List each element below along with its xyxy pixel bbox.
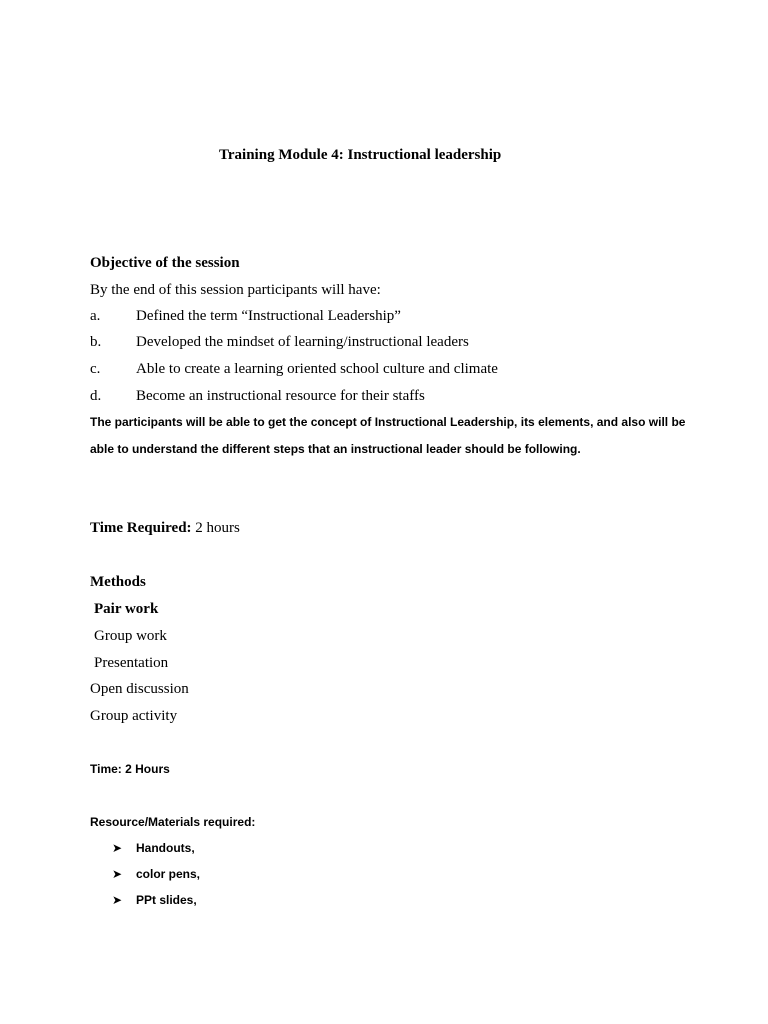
- resource-item-text: color pens,: [136, 867, 201, 881]
- resource-item-text: PPt slides,: [136, 893, 197, 907]
- arrowhead-bullet-icon: ➤: [112, 867, 123, 881]
- objective-item-letter: d.: [90, 388, 102, 404]
- methods-item: Group work: [94, 628, 167, 644]
- methods-item: Presentation: [94, 655, 169, 671]
- objective-item-text: Developed the mindset of learning/instructional leaders: [136, 334, 469, 350]
- objective-summary-line: The participants will be able to get the concept of Instructional Leadership, its elements, and also will be: [90, 415, 686, 429]
- objective-summary-line: able to understand the different steps that an instructional leader should be following.: [90, 442, 581, 456]
- resource-item: [0, 868, 768, 882]
- objective-item-letter: c.: [90, 361, 101, 377]
- resource-item: [0, 842, 768, 856]
- time-required-label: Time Required:: [90, 520, 192, 536]
- time-required: [90, 521, 240, 536]
- arrowhead-bullet-icon: ➤: [112, 893, 123, 907]
- page-title: Training Module 4: Instructional leadership: [219, 147, 502, 163]
- objective-item-letter: b.: [90, 334, 102, 350]
- arrowhead-bullet-icon: ➤: [112, 841, 123, 855]
- methods-item: Pair work: [94, 601, 159, 617]
- time-required-value: 2 hours: [191, 520, 240, 536]
- resource-item-text: Handouts,: [136, 841, 195, 855]
- methods-item: Open discussion: [90, 681, 189, 697]
- objective-item: [0, 362, 768, 377]
- time-line: Time: 2 Hours: [90, 762, 170, 776]
- methods-item: Group activity: [90, 708, 178, 724]
- objective-item-letter: a.: [90, 308, 101, 324]
- methods-heading: Methods: [90, 574, 146, 590]
- objective-item-text: Become an instructional resource for their staffs: [136, 388, 425, 404]
- objective-item-text: Able to create a learning oriented school culture and climate: [136, 361, 498, 377]
- objective-item: [0, 389, 768, 404]
- objective-heading: Objective of the session: [90, 255, 240, 271]
- objective-item: [0, 309, 768, 324]
- objective-item: [0, 335, 768, 350]
- objective-item-text: Defined the term “Instructional Leadership”: [136, 308, 401, 324]
- objective-intro: By the end of this session participants will have:: [90, 282, 381, 298]
- resources-heading: Resource/Materials required:: [90, 815, 256, 829]
- resource-item: [0, 894, 768, 908]
